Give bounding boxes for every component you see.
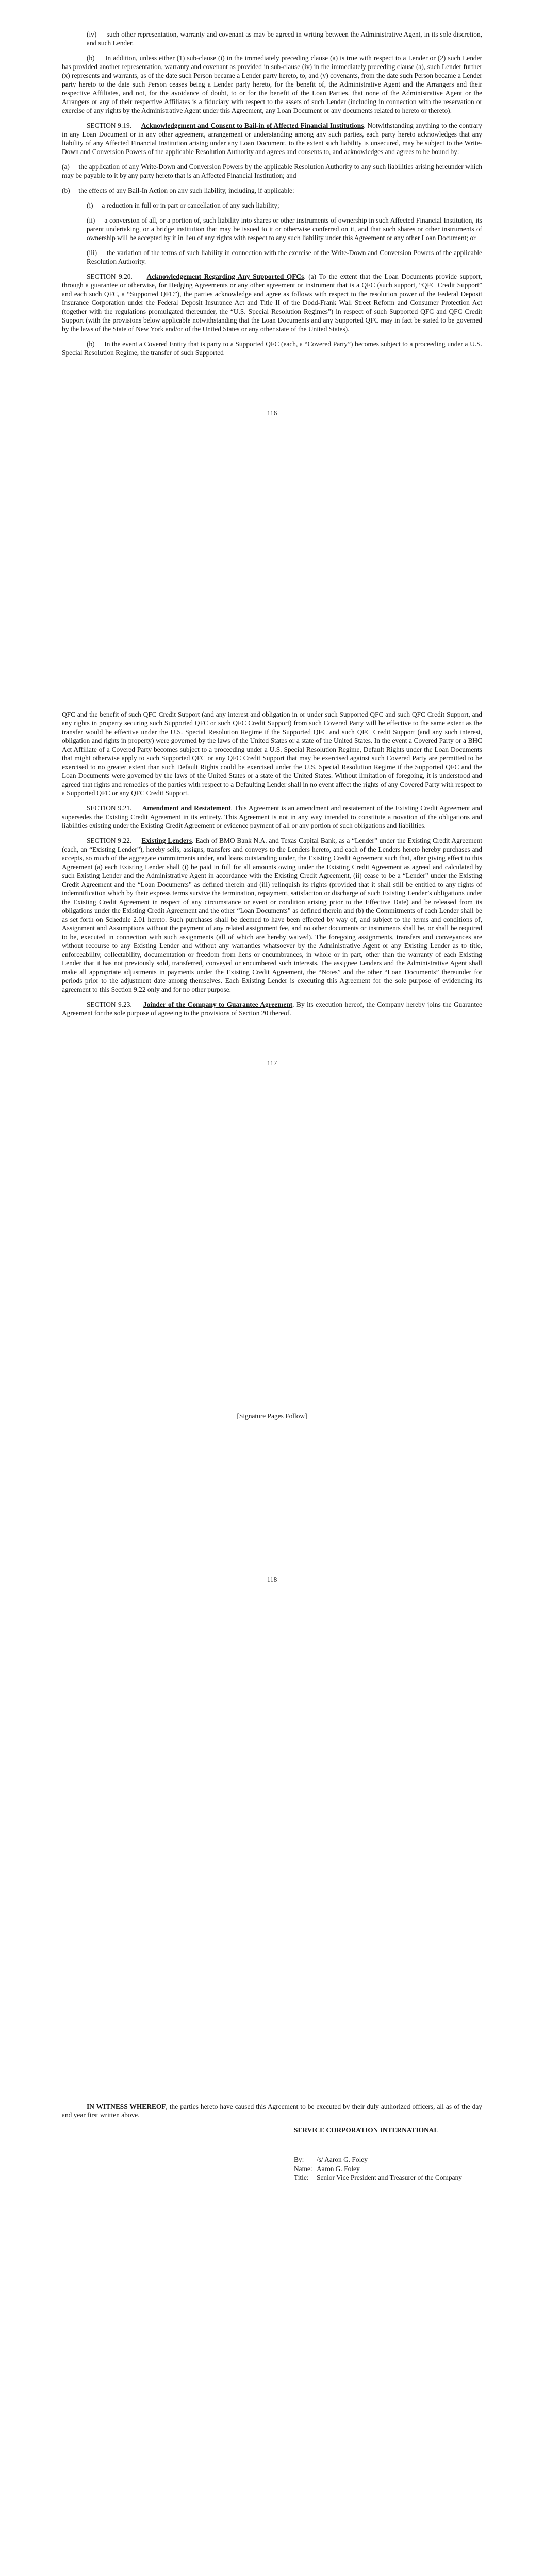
section-9-23 [62,1000,482,1018]
section-9-19 [62,121,482,156]
title-value: Senior Vice President and Treasurer of the Company [317,2174,462,2181]
page-number: 116 [267,409,277,417]
clause-b-i: (i) a reduction in full or in part or cancellation of any such liability; [87,201,279,209]
witness-lead: IN WITNESS WHEREOF [87,2103,166,2110]
signature-by-row [294,2155,482,2164]
section-title: Amendment and Restatement [142,804,231,812]
by-label: By: [294,2156,304,2163]
clause-b: (b) the effects of any Bail-In Action on any such liability, including, if applicable: [62,187,294,194]
section-9-22 [62,836,482,994]
page-number: 117 [267,1059,277,1067]
signature-title-row [294,2173,482,2182]
section-9-20 [62,272,482,333]
signature-name-row [294,2164,482,2173]
section-body: . This Agreement is an amendment and restatement of the Existing Credit Agreement and supersedes the Existing Credit Agreement in its entirety. This Agreement is not in any way intended to constitute a novation of the obligations and liabilities existing under the Existing Credit Agreement or evidence payment of all or any portion of such obligations and liabilities. [62,804,482,829]
section-number: SECTION 9.22. [87,837,132,844]
name-label: Name: [294,2165,312,2173]
section-number: SECTION 9.23. [87,1001,132,1008]
page-116 [0,30,544,417]
signature-block [62,2126,482,2182]
section-body: . Each of BMO Bank N.A. and Texas Capital Bank, as a “Lender” under the Existing Credit Agreement (each, an “Existing Lender”), hereby sells, assigns, transfers and conveys to the Lenders hereto, and each of the Lenders hereto hereby purchases and accepts, so much of the aggregate commitments under, and loans outstanding under, the Existing Credit Agreement such that, after giving effect to this Agreement (a) each Existing Lender shall (i) be paid in full for all amounts owing under the Existing Credit Agreement as agreed and calculated by such Existing Lender and the Administrative Agent in accordance with the Existing Credit Agreement, (ii) cease to be a “Lender” under the Existing Credit Agreement and the “Loan Documents” as defined therein and (iii) relinquish its rights (provided that it shall still be entitled to any rights of indemnification which by their express terms survive the termination, repayment, satisfaction or discharge of such Existing Lender’s obligations under the Existing Credit Agreement in respect of any circumstance or event or condition arising prior to the Effective Date) and be released from its obligations under the Existing Credit Agreement and the other “Loan Documents” as defined therein and (b) the Commitments of each Lender shall be as set forth on Schedule 2.01 hereto. Such purchases shall be deemed to have been effected by way of, and subject to the terms and conditions of, Assignment and Assumptions without the payment of any related assignment fee, and no other documents or instruments shall be, or shall be required to be, executed in connection with such assignments (all of which are hereby waived). The foregoing assignments, transfers and conveyances are without recourse to any Existing Lender and without any warranties whatsoever by the Administrative Agent or any Existing Lender as to title, enforceability, collectability, documentation or freedom from liens or encumbrances, in whole or in part, other than the warranty of each Existing Lender that it has not previously sold, transferred, conveyed or encumbered such interests. The assignee Lenders and the Administrative Agent shall make all appropriate adjustments in payments under the Existing Credit Agreement, the “Notes” and the other “Loan Documents” thereunder for periods prior to the adjustment date among themselves. Each Existing Lender is executing this Agreement for the sole purpose of evidencing its agreement to this Section 9.22 only and for no other purpose. [62,837,482,993]
paragraph-b: (b) In addition, unless either (1) sub-clause (i) in the immediately preceding clause (a) is true with respect to a Lender or (2) such Lender has provided another representation, warranty and covenant as provided in sub-clause (iv) in the immediately preceding clause (a), such Lender further (x) represents and warrants, as of the date such Person became a Lender party hereto, to, and (y) covenants, from the date such Person became a Lender party hereto to the date such Person ceases being a Lender party hereto, for the benefit of, the Administrative Agent and the Arrangers and their respective Affiliates, and not, for the avoidance of doubt, to or for the benefit of the Loan Parties, that none of the Administrative Agent or the Arrangers or any of their respective Affiliates is a fiduciary with respect to the assets of such Lender (including in connection with the reservation or exercise of any rights by the Administrative Agent under this Agreement, any Loan Document or any documents related to hereto or thereto). [62,54,482,114]
page-118 [0,1412,544,1584]
name-value: Aaron G. Foley [317,2165,360,2173]
section-number: SECTION 9.19. [87,122,132,129]
clause-b-ii: (ii) a conversion of all, or a portion of, such liability into shares or other instruments of ownership in such Affected Financial Institution, its parent undertaking, or a bridge institution that may be issued to it or otherwise conferred on it, and that such shares or other instruments of ownership will be accepted by it in lieu of any rights with respect to any such liability under this Agreement or any other Loan Document; or [87,216,482,242]
clause-a: (a) the application of any Write-Down and Conversion Powers by the applicable Resolution Authority to any such liabilities arising hereunder which may be payable to it by any party hereto that is an Affected Financial Institution; and [62,163,482,179]
witness-body: , the parties hereto have caused this Agreement to be executed by their duly authorized officers, all as of the day and year first written above. [62,2103,482,2119]
section-9-20-b: (b) In the event a Covered Entity that is party to a Supported QFC (each, a “Covered Party”) becomes subject to a proceeding under a U.S. Special Resolution Regime, the transfer of such Supported [62,340,482,357]
witness-paragraph [62,2102,482,2120]
section-number: SECTION 9.20. [87,273,133,280]
section-number: SECTION 9.21. [87,804,132,812]
page-117 [0,710,544,1067]
by-signature: /s/ Aaron G. Foley [317,2155,420,2164]
signature-page [0,2102,544,2182]
section-title: Acknowledgement and Consent to Bail-in of Affected Financial Institutions [141,122,364,129]
title-label: Title: [294,2174,309,2181]
page-number: 118 [267,1575,277,1583]
paragraph-iv: (iv) such other representation, warranty and covenant as may be agreed in writing between the Administrative Agent, in its sole discretion, and such Lender. [87,30,482,47]
continued-paragraph: QFC and the benefit of such QFC Credit Support (and any interest and obligation in or under such Supported QFC and such QFC Credit Support, and any rights in property securing such Supported QFC or such QFC Credit Support) from such Covered Party will be effective to the same extent as the transfer would be effective under the U.S. Special Resolution Regime if the Supported QFC and such QFC Credit Support (and any such interest, obligation and rights in property) were governed by the laws of the United States or a state of the United States. In the event a Covered Party or a BHC Act Affiliate of a Covered Party becomes subject to a proceeding under a U.S. Special Resolution Regime, Default Rights under the Loan Documents that might otherwise apply to such Supported QFC or any QFC Credit Support that may be exercised against such Covered Party are permitted to be exercised to no greater extent than such Default Rights could be exercised under the U.S. Special Resolution Regime if the Supported QFC and the Loan Documents were governed by the laws of the United States or a state of the United States. Without limitation of foregoing, it is understood and agreed that rights and remedies of the parties with respect to a Defaulting Lender shall in no event affect the rights of any Covered Party with respect to a Supported QFC or any QFC Credit Support. [62,710,482,797]
section-title: Acknowledgement Regarding Any Supported QFCs [146,273,304,280]
section-title: Existing Lenders [141,837,192,844]
section-title: Joinder of the Company to Guarantee Agreement [143,1001,293,1008]
section-9-21 [62,804,482,830]
signature-pages-follow: [Signature Pages Follow] [237,1412,307,1420]
section-body: . Notwithstanding anything to the contrary in any Loan Document or in any other agreement, arrangement or understanding among any such parties, each party hereto acknowledges that any liability of any Affected Financial Institution arising under any Loan Document, to the extent such liability is unsecured, may be subject to the Write-Down and Conversion Powers of the applicable Resolution Authority and agrees and consents to, and acknowledges and agrees to be bound by: [62,122,482,156]
company-name: SERVICE CORPORATION INTERNATIONAL [294,2126,439,2134]
section-body: . By its execution hereof, the Company hereby joins the Guarantee Agreement for the sole purpose of agreeing to the provisions of Section 20 thereof. [62,1001,482,1017]
clause-b-iii: (iii) the variation of the terms of such liability in connection with the exercise of the Write-Down and Conversion Powers of the applicable Resolution Authority. [87,249,482,265]
section-body: . (a) To the extent that the Loan Documents provide support, through a guarantee or otherwise, for Hedging Agreements or any other agreement or instrument that is a QFC (such support, “QFC Credit Support” and each such QFC, a “Supported QFC”), the parties acknowledge and agree as follows with respect to the resolution power of the Federal Deposit Insurance Corporation under the Federal Deposit Insurance Act and Title II of the Dodd-Frank Wall Street Reform and Consumer Protection Act (together with the regulations promulgated thereunder, the “U.S. Special Resolution Regimes”) in respect of such Supported QFC and QFC Credit Support (with the provisions below applicable notwithstanding that the Loan Documents and any Supported QFC may in fact be stated to be governed by the laws of the State of New York and/or of the United States or any other state of the United States). [62,273,483,333]
